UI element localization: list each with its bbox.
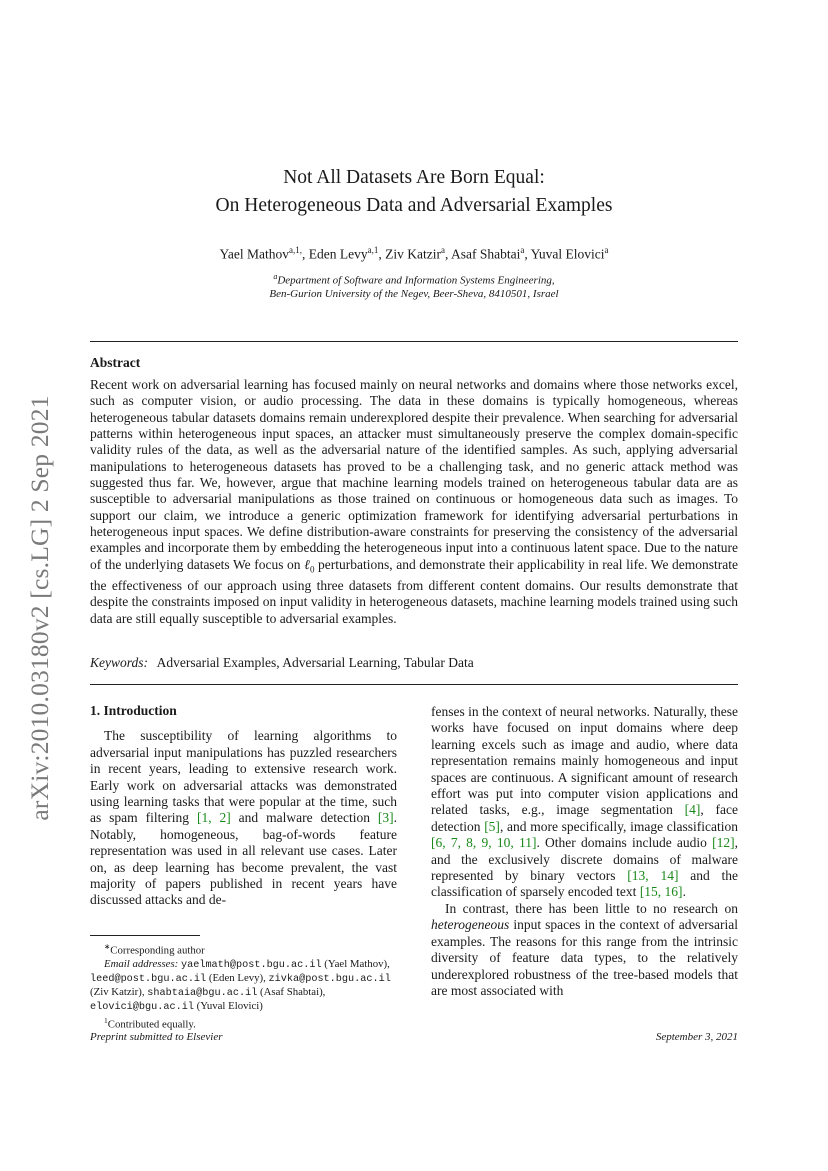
title-block [90, 164, 738, 301]
footnote-text: Corresponding author [110, 944, 205, 957]
email-address[interactable]: zivka@post.bgu.ac.il [268, 973, 391, 985]
footnote-contribution [90, 1014, 397, 1032]
page-date: September 3, 2021 [655, 1031, 738, 1043]
arxiv-identifier: arXiv:2010.03180v2 [cs.LG] 2 Sep 2021 [25, 395, 54, 821]
footnote-corresponding [90, 940, 397, 958]
keywords-line [90, 655, 738, 671]
footnote-rule [90, 935, 200, 936]
intro-text: The susceptibility of learning algorithms to adversarial input manipulations has puzzled researchers in recent years, leading to extensive research work. Early work on adversarial attacks was demonstrated using learning tasks that were popular at the time, such as spam filtering [90, 728, 397, 826]
email-label: Email addresses: [104, 957, 179, 970]
email-owner: (Yuval Elovici) [193, 999, 263, 1012]
intro-paragraph-1-continued [431, 704, 738, 901]
email-owner: (Ziv Katzir), [90, 985, 148, 998]
intro-text: . Notably, homogeneous, bag-of-words feature representation was used in all relevant use cases. Later on, as deep learning has become prevalent, the vast majority of papers published in recent years have discussed attacks and de- [90, 810, 397, 908]
intro-text: . [682, 884, 686, 900]
preprint-note: Preprint submitted to Elsevier [90, 1031, 223, 1043]
abstract-heading: Abstract [90, 355, 141, 370]
intro-text: In contrast, there has been little to no research on [445, 900, 738, 916]
intro-text: , and more specifically, image classification [499, 818, 738, 834]
intro-text: , and the exclusively discrete domains of malware represented by binary vectors [431, 835, 738, 884]
keywords-value: Adversarial Examples, Adversarial Learning, Tabular Data [156, 655, 474, 670]
author-marks: a,1 [367, 245, 379, 255]
author-name: Ziv Katzir [385, 246, 441, 262]
citation-link[interactable]: [13, 14] [627, 868, 679, 884]
affiliation [90, 270, 738, 302]
emphasis-text: heterogeneous [431, 917, 510, 933]
citation-link[interactable]: [12] [712, 835, 735, 851]
footnotes [90, 940, 397, 1031]
author-marks: a [440, 245, 445, 255]
intro-text: , face detection [431, 802, 738, 834]
right-column [431, 704, 738, 999]
affiliation-mark: a [273, 271, 278, 281]
footnote-mark: 1 [104, 1015, 108, 1025]
affiliation-line-2: Ben-Gurion University of the Negev, Beer-Sheva, 8410501, Israel [269, 288, 559, 301]
abstract-bottom-rule [90, 684, 738, 685]
abstract-body [90, 377, 738, 627]
footnote-emails [90, 958, 397, 1014]
intro-text: fenses in the context of neural networks. Naturally, these works have focused on input domains where deep learning excels such as image and audio, where data representation remains mainly homogeneous and input spaces are continuous. A significant amount of research effort was put into computer vision applications and related tasks, e.g., image segmentation [431, 704, 738, 818]
intro-paragraph-1 [90, 728, 397, 908]
email-owner: (Eden Levy), [206, 971, 269, 984]
math-subscript: 0 [309, 564, 315, 575]
footnote-text: Contributed equally. [107, 1018, 196, 1031]
email-address[interactable]: leed@post.bgu.ac.il [90, 973, 207, 985]
author-name: Yael Mathov [219, 246, 290, 262]
author-marks: a [604, 245, 609, 255]
citation-link[interactable]: [15, 16] [639, 884, 683, 900]
author-list: Yael Mathov$^{a,1,}$, Eden Levy$^{a,1}$, Ziv Katzir$^a$, Asaf Shabtai$^a$, Yuval Elovici$^a$ [219, 245, 609, 262]
affiliation-line-1: Department of Software and Information Systems Engineering, [277, 274, 555, 287]
citation-link[interactable]: [6, 7, 8, 9, 10, 11] [431, 835, 537, 851]
intro-text: and the classification of sparsely encoded text [431, 868, 738, 900]
citation-link[interactable]: [5] [484, 818, 500, 834]
email-owner: (Yael Mathov), [321, 957, 390, 970]
intro-paragraph-2 [431, 901, 738, 999]
intro-text: and malware detection [230, 810, 378, 826]
email-address[interactable]: elovici@bgu.ac.il [90, 1001, 194, 1013]
abstract-text-part-1: Recent work on adversarial learning has focused mainly on neural networks and domains where those networks excel, such as computer vision, or audio processing. The data in these domains is typically homogeneous, whereas heterogeneous tabular datasets domains remain underexplored despite their prevalence. When searching for adversarial patterns within heterogeneous input spaces, an attacker must simultaneously preserve the complex domain-specific validity rules of the data, as well as the adversarial nature of the identified samples. As such, applying adversarial manipulations to heterogeneous datasets has proved to be a challenging task, and no generic attack method was suggested thus far. We, however, argue that machine learning models trained on heterogeneous tabular data are as susceptible to adversarial manipulations as those trained on continuous or homogeneous data such as images. To support our claim, we introduce a generic optimization framework for identifying adversarial perturbations in heterogeneous input spaces. We define distribution-aware constraints for preserving the consistency of the adversarial examples and incorporate them by embedding the heterogeneous input into a continuous latent space. Due to the nature of the underlying datasets We focus on [90, 377, 738, 572]
math-ell-symbol: ℓ [304, 556, 310, 572]
author-name: Eden Levy [308, 246, 368, 262]
author-marks: a [520, 245, 525, 255]
author-name: Yuval Elovici [530, 246, 605, 262]
section-heading-introduction: 1. Introduction [90, 703, 177, 718]
abstract-text-part-2: perturbations, and demonstrate their applicability in real life. We demonstrate the effectiveness of our approach using three datasets from different content domains. Our results demonstrate that despite the constraints imposed on input validity in heterogeneous datasets, machine learning models trained using such data are still equally susceptible to adversarial examples. [90, 556, 738, 626]
author-name: Asaf Shabtai [451, 246, 521, 262]
citation-link[interactable]: [1, 2] [196, 810, 231, 826]
paper-title-line-2: On Heterogeneous Data and Adversarial Examples [215, 195, 613, 216]
intro-text: input spaces in the context of adversarial examples. The reasons for this range from the intrinsic diversity of feature data types, to the relatively underexplored robustness of the tree-based models that are most associated with [431, 917, 738, 998]
keywords-label: Keywords: [90, 655, 148, 670]
citation-link[interactable]: [4] [684, 802, 701, 818]
email-address[interactable]: yaelmath@post.bgu.ac.il [180, 959, 322, 971]
footnote-mark: ∗ [104, 942, 111, 951]
left-column [90, 703, 397, 909]
email-owner: (Asaf Shabtai), [257, 985, 326, 998]
abstract-top-rule [90, 341, 738, 342]
citation-link[interactable]: [3] [377, 810, 394, 826]
email-address[interactable]: shabtaia@bgu.ac.il [147, 987, 258, 999]
intro-text: . Other domains include audio [536, 835, 713, 851]
arxiv-sidebar [18, 374, 62, 842]
paper-title-line-1: Not All Datasets Are Born Equal: [283, 167, 545, 188]
author-marks: a,1, [289, 245, 303, 255]
